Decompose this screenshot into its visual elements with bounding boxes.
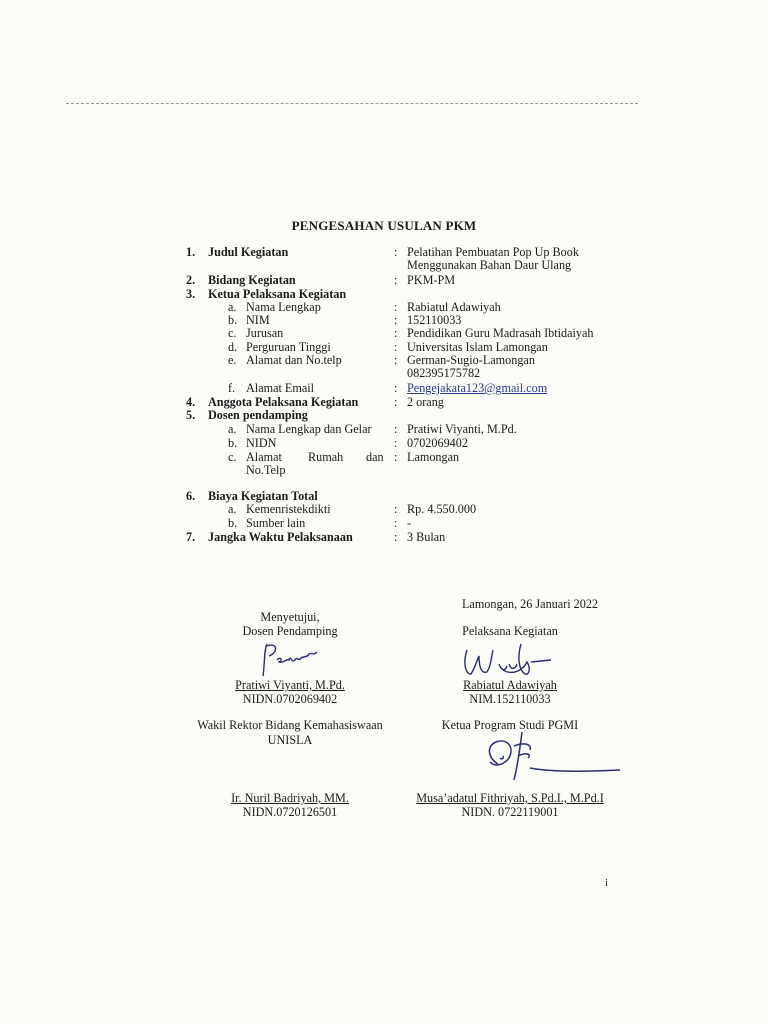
name-kaprodi: Musa’adatul Fithriyah, S.Pd.I., M.Pd.I — [416, 791, 604, 805]
field-label: Biaya Kegiatan Total — [208, 489, 318, 503]
colon: : — [394, 436, 398, 450]
item-label: Jurusan — [246, 326, 284, 340]
nidn-wakil-rektor: NIDN.0720126501 — [242, 805, 338, 819]
item-label: NIDN — [246, 436, 277, 450]
item-value: Universitas Islam Lamongan — [407, 340, 548, 354]
field-label: Ketua Pelaksana Kegiatan — [208, 287, 347, 301]
item-value: German-Sugio-Lamongan — [407, 353, 535, 367]
field-judul-line2 — [186, 258, 626, 274]
role-dosen: Dosen Pendamping — [242, 624, 338, 638]
colon: : — [394, 245, 398, 259]
field-value: 2 orang — [407, 395, 444, 409]
nidn-kaprodi: NIDN. 0722119001 — [461, 805, 559, 819]
field-number: 4. — [186, 395, 196, 409]
item-value: 082395175782 — [407, 366, 481, 380]
colon: : — [394, 313, 398, 327]
colon: : — [394, 516, 398, 530]
item-letter: c. — [228, 450, 237, 464]
scan-artifact-line — [66, 103, 638, 106]
item-value: 152110033 — [407, 313, 462, 327]
signature-dosen — [255, 638, 325, 680]
field-number: 3. — [186, 287, 196, 301]
colon: : — [394, 502, 398, 516]
colon: : — [394, 381, 398, 395]
role-pelaksana: Pelaksana Kegiatan — [462, 624, 558, 638]
item-label: NIM — [246, 313, 270, 327]
item-label-part: dan — [366, 450, 384, 464]
item-label: Kemenristekdikti — [246, 502, 331, 516]
field-number: 7. — [186, 530, 196, 544]
colon: : — [394, 530, 398, 544]
email-link[interactable]: Pengejakata123@gmail.com — [407, 381, 548, 395]
item-letter: b. — [228, 516, 238, 530]
name-dosen: Pratiwi Viyanti, M.Pd. — [235, 678, 345, 692]
name-wakil-rektor: Ir. Nuril Badriyah, MM. — [231, 791, 349, 805]
colon: : — [394, 340, 398, 354]
item-value: Lamongan — [407, 450, 460, 464]
institution: UNISLA — [267, 733, 313, 747]
item-letter: a. — [228, 300, 237, 314]
name-pelaksana: Rabiatul Adawiyah — [463, 678, 557, 692]
role-wakil-rektor: Wakil Rektor Bidang Kemahasiswaan — [197, 718, 383, 732]
place-date: Lamongan, 26 Januari 2022 — [461, 597, 599, 611]
colon: : — [394, 326, 398, 340]
item-label: Alamat Email — [246, 381, 315, 395]
item-value: 0702069402 — [407, 436, 468, 450]
field-dosen-alamat-line2 — [186, 463, 626, 479]
page-number: i — [605, 877, 609, 889]
field-label: Judul Kegiatan — [208, 245, 289, 259]
field-value: PKM-PM — [407, 273, 456, 287]
field-number: 1. — [186, 245, 196, 259]
item-label: No.Telp — [246, 463, 286, 477]
signature-kaprodi — [470, 728, 630, 788]
item-value: Rabiatul Adawiyah — [407, 300, 501, 314]
item-label-part: Rumah — [308, 450, 344, 464]
item-value: Rp. 4.550.000 — [407, 502, 477, 516]
item-label: Perguruan Tinggi — [246, 340, 331, 354]
item-label-part: Alamat — [246, 450, 282, 464]
field-value: 3 Bulan — [407, 530, 446, 544]
field-label: Jangka Waktu Pelaksanaan — [208, 530, 353, 544]
colon: : — [394, 422, 398, 436]
item-letter: e. — [228, 353, 237, 367]
field-number: 5. — [186, 408, 196, 422]
item-label: Nama Lengkap dan Gelar — [246, 422, 372, 436]
item-value: Pendidikan Guru Madrasah Ibtidaiyah — [407, 326, 594, 340]
colon: : — [394, 300, 398, 314]
item-letter: b. — [228, 436, 238, 450]
field-label: Dosen pendamping — [208, 408, 308, 422]
item-letter: a. — [228, 502, 237, 516]
role-kaprodi: Ketua Program Studi PGMI — [441, 718, 579, 732]
colon: : — [394, 450, 398, 464]
colon: : — [394, 395, 398, 409]
field-label: Anggota Pelaksana Kegiatan — [208, 395, 359, 409]
field-number: 2. — [186, 273, 196, 287]
field-value: Menggunakan Bahan Daur Ulang — [407, 258, 572, 272]
field-waktu — [186, 530, 626, 546]
approval-label: Menyetujui, — [260, 610, 320, 624]
colon: : — [394, 353, 398, 367]
nim-pelaksana: NIM.152110033 — [469, 692, 551, 706]
item-label: Sumber lain — [246, 516, 306, 530]
item-letter: d. — [228, 340, 238, 354]
field-number: 6. — [186, 489, 196, 503]
field-label: Bidang Kegiatan — [208, 273, 296, 287]
page-title: PENGESAHAN USULAN PKM — [291, 218, 477, 233]
item-letter: b. — [228, 313, 238, 327]
item-value: Pratiwi Viyanti, M.Pd. — [407, 422, 517, 436]
item-value: - — [407, 516, 412, 530]
item-letter: a. — [228, 422, 237, 436]
item-letter: f. — [228, 381, 236, 395]
nidn-dosen: NIDN.0702069402 — [242, 692, 338, 706]
field-value: Pelatihan Pembuatan Pop Up Book — [407, 245, 579, 259]
item-label: Nama Lengkap — [246, 300, 321, 314]
item-label: Alamat dan No.telp — [246, 353, 342, 367]
item-letter: c. — [228, 326, 237, 340]
field-ketua-telp — [186, 366, 626, 382]
colon: : — [394, 273, 398, 287]
